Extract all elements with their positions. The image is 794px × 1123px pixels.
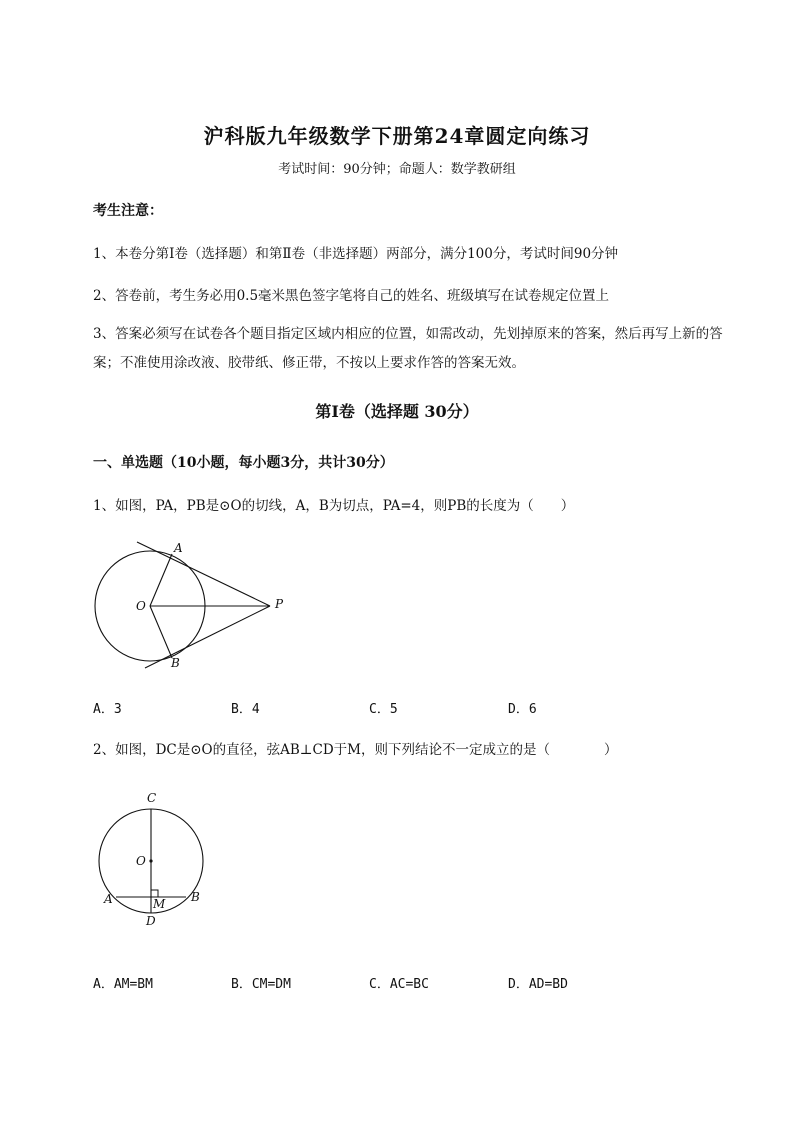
label-b: B [191,890,200,904]
label-d: D [146,914,156,928]
right-angle-mark [151,890,158,897]
label-a: A [104,892,113,906]
label-c: C [147,791,157,805]
question-1-option-c[interactable]: C．5 [369,702,398,717]
notice-item-1: 1、本卷分第I卷（选择题）和第Ⅱ卷（非选择题）两部分，满分100分，考试时间90分钟 [93,246,619,262]
radius-oa [150,554,172,606]
question-2-figure [95,785,215,930]
label-o: O [136,854,146,868]
label-b: B [171,656,180,670]
label-m: M [153,897,166,911]
part-title: 一、单选题（10小题，每小题3分，共计30分） [93,455,394,471]
tangent-pa [137,542,270,606]
exam-info: 考试时间：90分钟；命题人：数学教研组 [278,162,516,177]
question-2-option-c[interactable]: C．AC=BC [369,977,429,992]
question-1-text: 1、如图，PA，PB是⊙O的切线，A，B为切点，PA=4，则PB的长度为（ ） [93,498,575,514]
question-2-option-a[interactable]: A．AM=BM [93,977,153,992]
question-1-option-a[interactable]: A．3 [93,702,122,717]
page-title: 沪科版九年级数学下册第24章圆定向练习 [203,124,591,148]
question-2-option-d[interactable]: D．AD=BD [508,977,568,992]
center-dot [149,859,152,862]
notice-heading: 考生注意： [93,203,163,219]
notice-item-3: 3、答案必须写在试卷各个题目指定区域内相应的位置，如需改动，先划掉原来的答案，然后再写上新的答案；不准使用涂改液、胶带纸、修正带，不按以上要求作答的答案无效。 [93,326,723,371]
tangent-pb [145,606,270,668]
question-1-option-b[interactable]: B．4 [231,702,260,717]
label-p: P [275,597,284,611]
question-1-figure [85,535,305,675]
label-o: O [136,599,146,613]
question-2-option-b[interactable]: B．CM=DM [231,977,291,992]
question-1-option-d[interactable]: D．6 [508,702,537,717]
section-title: 第I卷（选择题 30分） [315,402,479,421]
question-2-text: 2、如图，DC是⊙O的直径，弦AB⊥CD于M，则下列结论不一定成立的是（ ） [93,742,618,758]
notice-item-2: 2、答卷前，考生务必用0.5毫米黑色签字笔将自己的姓名、班级填写在试卷规定位置上 [93,288,610,304]
label-a: A [174,541,183,555]
radius-ob [150,606,172,658]
